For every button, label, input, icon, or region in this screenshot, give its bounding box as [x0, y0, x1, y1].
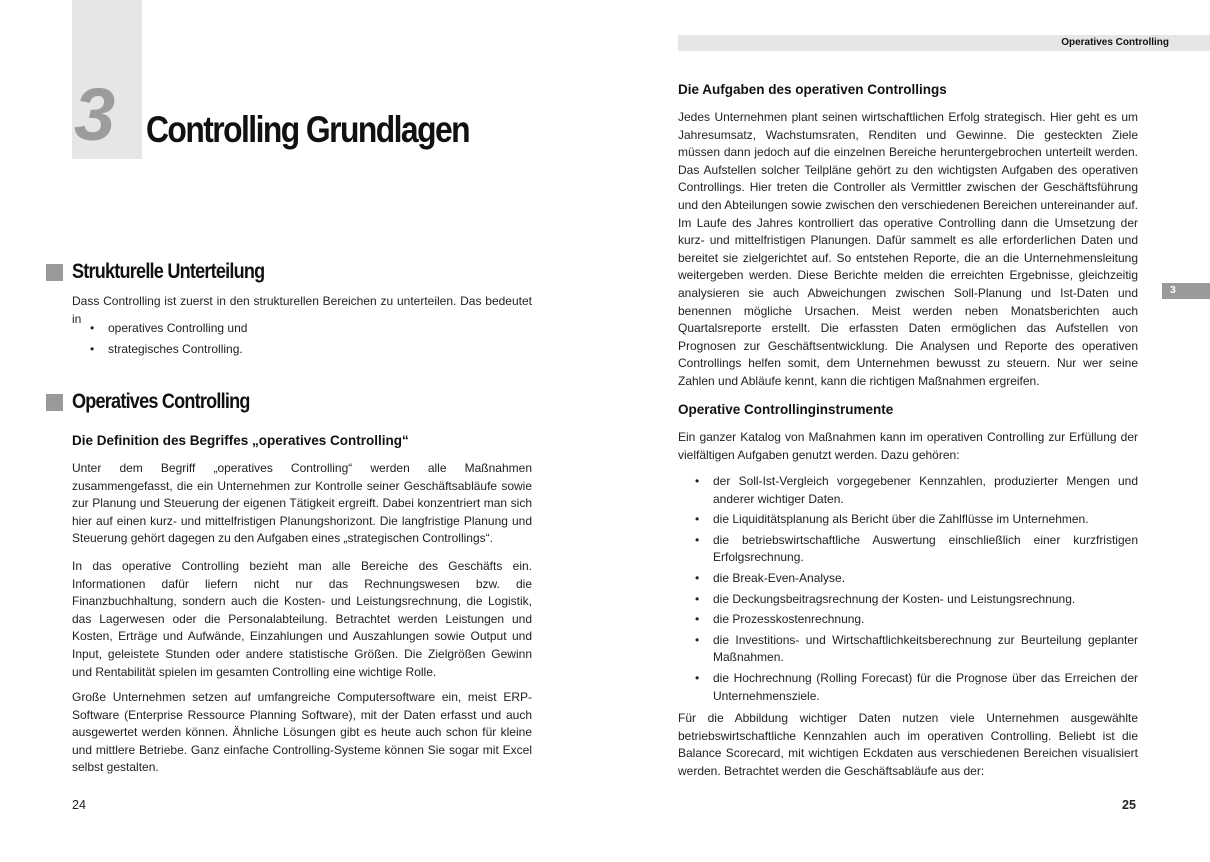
paragraph: In das operative Controlling bezieht man alle Bereiche des Geschäfts ein. Informationen dafür liefern nicht nur das Rechnungswesen bzw. die Finanzbuchhaltung, sondern auch die Kosten- und Leistungsrechnung, die Logistik, das Lagerwesen oder die Personalabteilung. Betrachtet werden Leistungen und Kosten, Erträge und Aufwände, Einzahlungen und Auszahlungen sowie Output und Input, geleistete Stunden oder andere statistische Größen. Die Zielgrößen Gewinn und Rentabilität spielen im gesamten Controlling eine wichtige Rolle.: [72, 559, 532, 679]
list-item: • die betriebswirtschaftliche Auswertung einschließlich einer kurzfristigen Erfolgsrechnung.: [695, 532, 1138, 567]
subheading-definition: Die Definition des Begriffes „operatives Controlling“: [72, 433, 409, 448]
list-item: • die Prozesskostenrechnung.: [695, 611, 1138, 629]
list-item: • die Break-Even-Analyse.: [695, 570, 1138, 588]
heading-instrumente: Operative Controllinginstrumente: [678, 402, 894, 417]
section-intro: Dass Controlling ist zuerst in den strukturellen Bereichen zu unterteilen. Das bedeutet in: [72, 294, 532, 326]
paragraph: Ein ganzer Katalog von Maßnahmen kann im operativen Controlling zur Erfüllung der vielfältigen Aufgaben genutzt werden. Dazu gehören:: [678, 430, 1138, 462]
paragraph: Unter dem Begriff „operatives Controlling“ werden alle Maßnahmen zusammengefasst, die ein Unternehmen zur Kontrolle seiner Geschäftsabläufe sowie zur Planung und Steuerung der eigenen Tätigkeit ergreift. Dabei konzentriert man sich hier auf einen kurz- und mittelfristigen Planungshorizont. Die langfristige Planung und Steuerung gehört dagegen zu den Aufgaben eines „strategischen Controllings“.: [72, 461, 532, 546]
list-item: • die Liquiditätsplanung als Bericht über die Zahlflüsse im Unternehmen.: [695, 511, 1138, 529]
list-item: • die Deckungsbeitragsrechnung der Kosten- und Leistungsrechnung.: [695, 591, 1138, 609]
paragraph: Jedes Unternehmen plant seinen wirtschaftlichen Erfolg strategisch. Hier geht es um Jahresumsatz, Wachstumsraten, Renditen und Gewinne. Die gesteckten Ziele müssen dann jedoch auf die einzelnen Bereiche heruntergebrochen unterteilt werden. Das Aufstellen solcher Teilpläne gehört zu den wichtigsten Aufgaben des operativen Controllings. Hier treten die Controller als Vermittler zwischen der Geschäftsführung und den Abteilungen sowie zwischen den verschiedenen Bereichen untereinander auf. Im Laufe des Jahres kontrolliert das operative Controlling dann die Umsetzung der kurz- und mittelfristigen Planungen. Dafür sammelt es alle erforderlichen Daten und bereitet sie zielgerichtet auf. So entstehen Reporte, die an die Unternehmensleitung weitergeben werden. Diese Berichte melden die erreichten Ergebnisse, gleichzeitig analysieren sie auch Abweichungen zwischen Soll-Planung und Ist-Daten und benennen mögliche Ursachen. Meist werden neben Monatsberichten auch Quartalsreporte erstellt. Die erfassten Daten ermöglichen das Aufstellen von Prognosen zur Geschäftsentwicklung. Die Analysen und Reporte des operativen Controllings helfen somit, dem Unternehmen bewusst zu steuern. Nur wer seine Zahlen und Abläufe kennt, kann die richtigen Maßnahmen ergreifen.: [678, 110, 1138, 388]
chapter-tab-number: 3: [1170, 284, 1176, 296]
section-marker-square: [46, 264, 63, 281]
list-item: • die Hochrechnung (Rolling Forecast) für die Prognose über das Erreichen der Unternehmensziele.: [695, 670, 1138, 705]
bullet-list-instruments: [695, 473, 1138, 705]
running-header: Operatives Controlling: [1061, 37, 1169, 48]
page-number-left: 24: [72, 798, 86, 812]
chapter-number: 3: [74, 73, 116, 156]
running-header-bar: [678, 35, 1210, 51]
section-marker-square: [46, 394, 63, 411]
bullet-list-structure: [90, 318, 530, 359]
list-item: • die Investitions- und Wirtschaftlichkeitsberechnung zur Beurteilung geplanter Maßnahmen.: [695, 632, 1138, 667]
page-number-right: 25: [1122, 798, 1136, 812]
list-item: • operatives Controlling und: [90, 318, 530, 339]
chapter-tab-marker: [1162, 283, 1210, 299]
section-title-strukturelle-unterteilung: Strukturelle Unterteilung: [72, 260, 265, 283]
section-title-operatives-controlling: Operatives Controlling: [72, 390, 250, 413]
paragraph: Für die Abbildung wichtiger Daten nutzen viele Unternehmen ausgewählte betriebswirtschaftliche Kennzahlen auch im operativen Controlling. Beliebt ist die Balance Scorecard, mit wichtigen Eckdaten aus verschiedenen Bereichen visualisiert werden. Betrachtet werden die Geschäftsabläufe aus der:: [678, 711, 1138, 778]
heading-aufgaben: Die Aufgaben des operativen Controllings: [678, 82, 947, 97]
chapter-title: Controlling Grundlagen: [146, 109, 470, 150]
paragraph: Große Unternehmen setzen auf umfangreiche Computersoftware ein, meist ERP-Software (Enterprise Ressource Planning Software), mit der Daten erfasst und auch ausgewertet werden können. Ähnliche Lösungen gibt es heute auch schon für kleine und mittlere Betriebe. Ganz einfache Controlling-Systeme können Sie sogar mit Excel selbst gestalten.: [72, 690, 532, 775]
list-item: • der Soll-Ist-Vergleich vorgegebener Kennzahlen, produzierter Mengen und anderer wichtiger Daten.: [695, 473, 1138, 508]
list-item: • strategisches Controlling.: [90, 339, 530, 360]
